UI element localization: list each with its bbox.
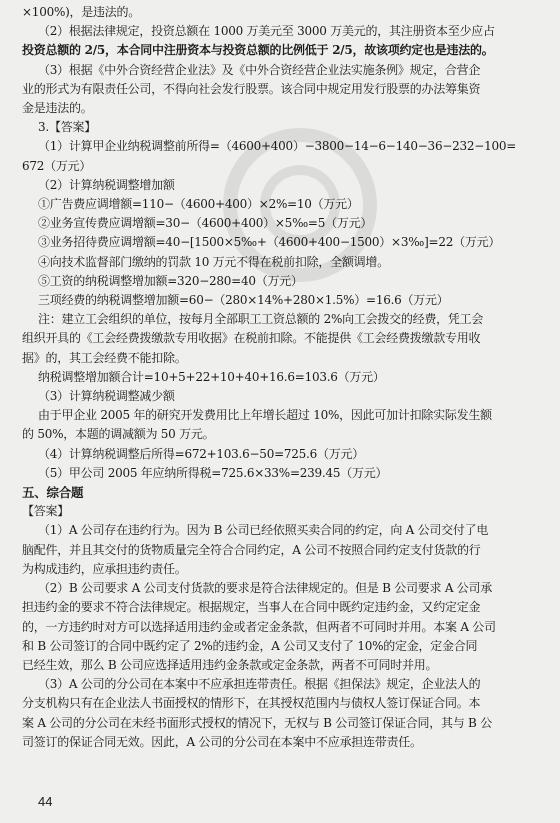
text-line: 业的形式为有限责任公司，不得向社会发行股票。该合同中规定用发行股票的办法筹集资 bbox=[22, 81, 481, 96]
text-line: 据》的，其工会经费不能扣除。 bbox=[22, 350, 187, 365]
text-line: 由于甲企业 2005 年的研究开发费用比上年增长超过 10%，因此可加计扣除实际发生额 bbox=[38, 408, 492, 423]
text-line: （3）计算纳税调整减少额 bbox=[38, 389, 175, 404]
text-line: （3）根据《中外合资经营企业法》及《中外合资经营企业法实施条例》规定，合营企 bbox=[38, 62, 481, 77]
text-line: （1）A 公司存在违约行为。因为 B 公司已经依照买卖合同的约定，向 A 公司交付了电 bbox=[38, 523, 489, 538]
text-line: 分支机构只有在企业法人书面授权的情形下，在其授权范围内与债权人签订保证合同。本 bbox=[22, 696, 481, 711]
text-line: 【答案】 bbox=[22, 504, 70, 519]
text-line: 金是违法的。 bbox=[22, 101, 93, 116]
text-line: 和 B 公司签订的合同中既约定了 2%的违约金，A 公司又支付了 10%的定金，定金合同 bbox=[22, 638, 478, 653]
text-line: 五、综合题 bbox=[22, 485, 84, 501]
text-line: 组织开具的《工会经费拨缴款专用收据》在税前扣除。不能提供《工会经费拨缴款专用收 bbox=[22, 331, 481, 346]
text-line: 3.【答案】 bbox=[38, 120, 96, 135]
text-line: 案 A 公司的分公司在未经书面形式授权的情况下，无权与 B 公司签订保证合同，其与 B 公 bbox=[22, 715, 492, 730]
text-line: ③业务招待费应调增额=40−[1500×5‰+（4600+400−1500）×3‰]=22（万元） bbox=[38, 235, 501, 250]
text-line: 投资总额的 2/5，本合同中注册资本与投资总额的比例低于 2/5，故该项约定也是违法的。 bbox=[22, 43, 494, 58]
text-line: 脑配件，并且其交付的货物质量完全符合合同约定，A 公司不按照合同约定支付货款的行 bbox=[22, 542, 481, 557]
text-line: 为构成违约，应承担违约责任。 bbox=[22, 561, 187, 576]
page-number: 44 bbox=[38, 794, 53, 809]
text-line: （4）计算纳税调整后所得=672+103.6−50=725.6（万元） bbox=[38, 446, 364, 461]
text-line: （5）甲公司 2005 年应纳所得税=725.6×33%=239.45（万元） bbox=[38, 465, 388, 480]
text-line: 672（万元） bbox=[22, 158, 92, 173]
text-line: （2）根据法律规定，投资总额在 1000 万美元至 3000 万美元的，其注册资本至少应占 bbox=[38, 24, 495, 39]
text-line: ⑤工资的纳税调整增加额=320−280=40（万元） bbox=[38, 273, 303, 288]
text-line: 三项经费的纳税调整增加额=60−（280×14%+280×1.5%）=16.6（万元） bbox=[38, 293, 449, 308]
text-line: 担违约金的要求不符合法律规定。根据规定，当事人在合同中既约定违约金，又约定定金 bbox=[22, 600, 481, 615]
text-line: ×100%)，是违法的。 bbox=[22, 5, 141, 19]
text-line: （2）B 公司要求 A 公司支付货款的要求是符合法律规定的。但是 B 公司要求 A 公司承 bbox=[38, 581, 493, 596]
text-line: 已经生效，那么 B 公司应选择适用违约金条款或定金条款，两者不可同时并用。 bbox=[22, 657, 438, 672]
text-line: （2）计算纳税调整增加额 bbox=[38, 177, 175, 192]
text-line: 注：建立工会组织的单位，按每月全部职工工资总额的 2%向工会拨交的经费，凭工会 bbox=[38, 312, 484, 327]
text-line: 的，一方违约时对方可以选择适用违约金或者定金条款，但两者不可同时并用。本案 A 公司 bbox=[22, 619, 496, 634]
text-line: ④向技术监督部门缴纳的罚款 10 万元不得在税前扣除，全额调增。 bbox=[38, 254, 389, 269]
text-line: 的 50%，本题的调减额为 50 万元。 bbox=[22, 427, 215, 442]
text-line: 司签订的保证合同无效。因此，A 公司的分公司在本案中不应承担连带责任。 bbox=[22, 734, 422, 749]
text-line: ①广告费应调增额=110−（4600+400）×2%=10（万元） bbox=[38, 197, 359, 212]
text-line: （3）A 公司的分公司在本案中不应承担连带责任。根据《担保法》规定，企业法人的 bbox=[38, 677, 481, 692]
text-line: 纳税调整增加额合计=10+5+22+10+40+16.6=103.6（万元） bbox=[38, 369, 385, 384]
text-line: （1）计算甲企业纳税调整前所得=（4600+400）−3800−14−6−140−36−232−100= bbox=[38, 139, 517, 154]
document-body bbox=[22, 3, 550, 752]
text-line: ②业务宣传费应调增额=30−（4600+400）×5‰=5（万元） bbox=[38, 216, 373, 231]
